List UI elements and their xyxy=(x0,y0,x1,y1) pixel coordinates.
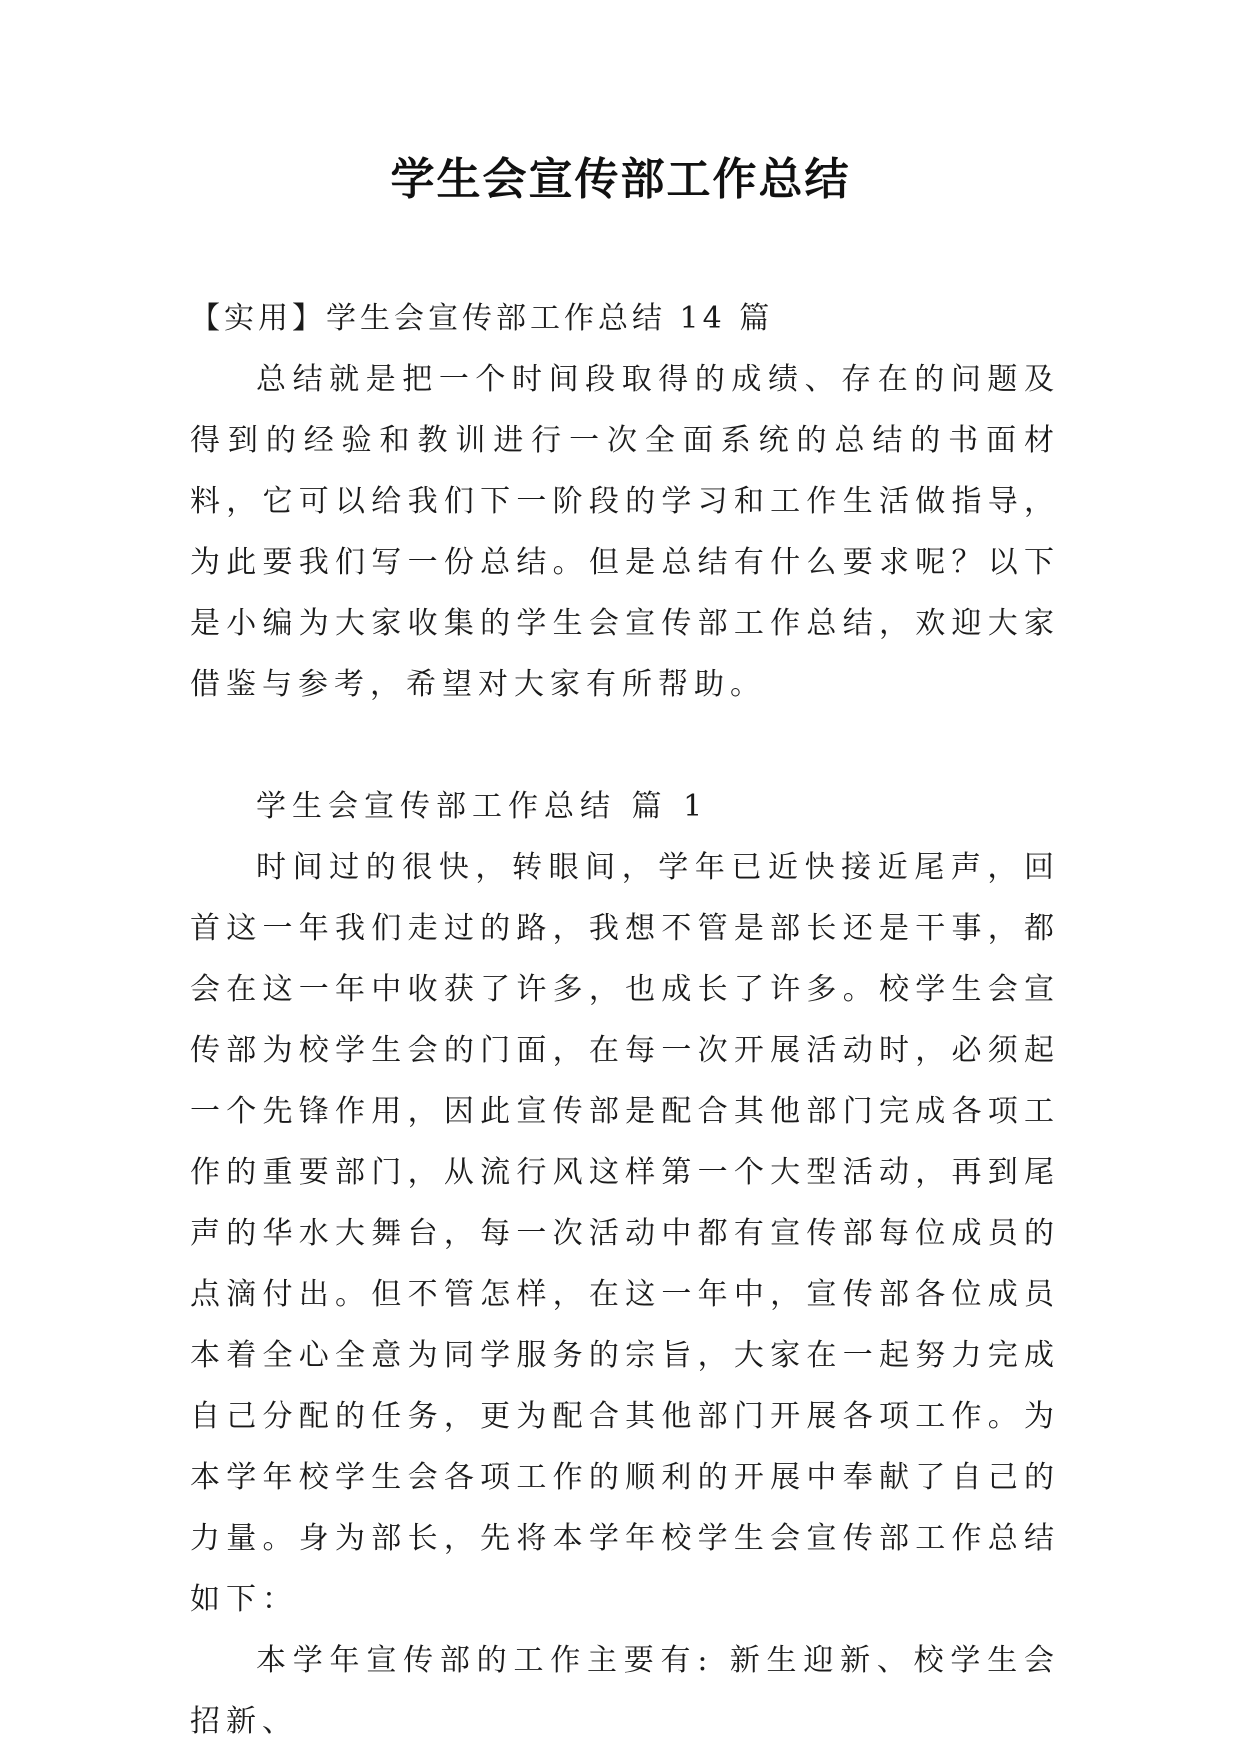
document-body xyxy=(190,288,1060,1752)
document-subtitle: 【实用】学生会宣传部工作总结 14 篇 xyxy=(190,301,774,336)
document-title: 学生会宣传部工作总结 xyxy=(390,154,851,205)
paragraph-spacer xyxy=(190,715,1060,776)
section-paragraph: 时间过的很快，转眼间，学年已近快接近尾声，回首这一年我们走过的路，我想不管是部长还是干事，都会在这一年中收获了许多，也成长了许多。校学生会宣传部为校学生会的门面，在每一次开展活动时，必须起一个先锋作用，因此宣传部是配合其他部门完成各项工作的重要部门，从流行风这样第一个大型活动，再到尾声的华水大舞台，每一次活动中都有宣传部每位成员的点滴付出。但不管怎样，在这一年中，宣传部各位成员本着全心全意为同学服务的宗旨，大家在一起努力完成自己分配的任务，更为配合其他部门开展各项工作。为本学年校学生会各项工作的顺利的开展中奉献了自己的力量。身为部长，先将本学年校学生会宣传部工作总结如下： xyxy=(190,850,1060,1617)
intro-paragraph: 总结就是把一个时间段取得的成绩、存在的问题及得到的经验和教训进行一次全面系统的总结的书面材料，它可以给我们下一阶段的学习和工作生活做指导，为此要我们写一份总结。但是总结有什么要求呢？以下是小编为大家收集的学生会宣传部工作总结，欢迎大家借鉴与参考，希望对大家有所帮助。 xyxy=(190,362,1060,702)
section-paragraph: 本学年宣传部的工作主要有: 新生迎新、校学生会招新、 xyxy=(190,1643,1060,1739)
section-heading: 学生会宣传部工作总结 篇 1 xyxy=(256,789,709,824)
